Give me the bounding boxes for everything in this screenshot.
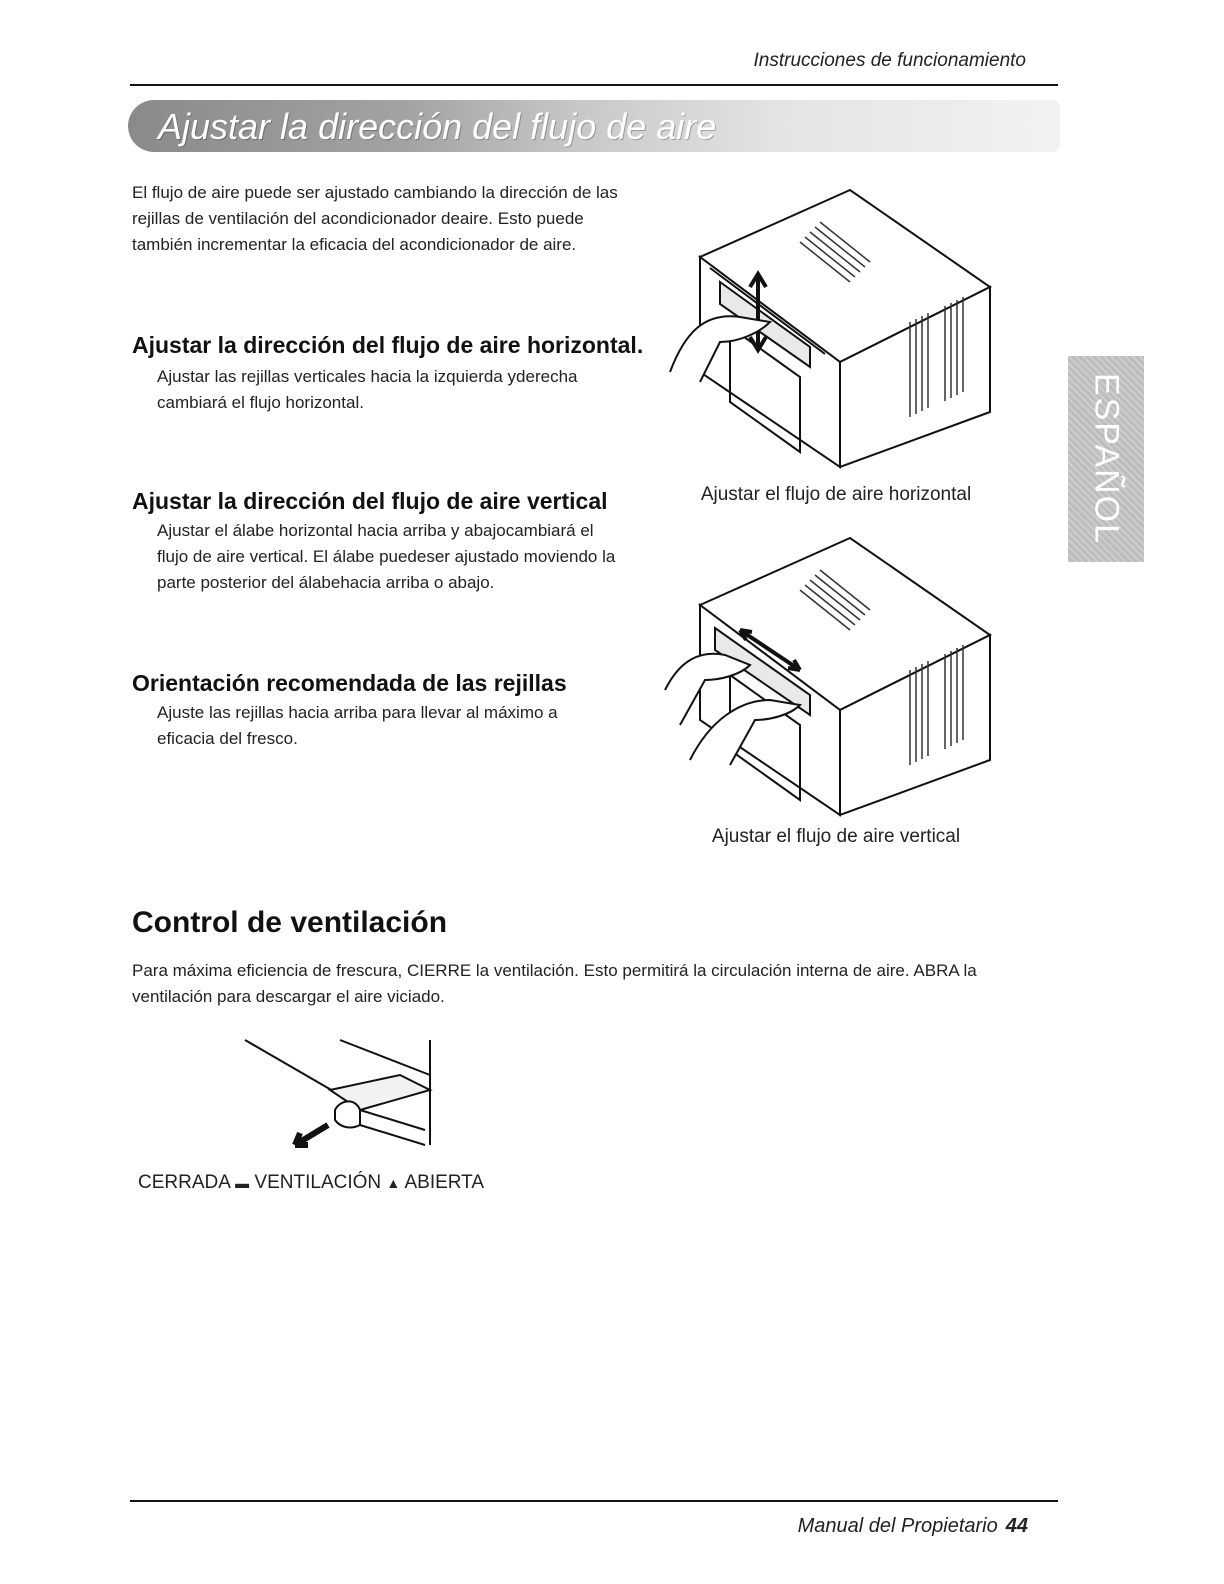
section-text-vertical: Ajustar el álabe horizontal hacia arriba y abajocambiará el flujo de aire vertical. El álabe puedeser ajustado moviendo la parte posterior del álabehacia arriba o abajo. [157,521,616,592]
ventilation-title: Control de ventilación [132,906,448,939]
section-vertical [132,486,652,596]
ac-unit-horizontal-illustration [660,182,1000,472]
section-text-recommended: Ajuste las rejillas hacia arriba para llevar al máximo a eficacia del fresco. [157,703,558,748]
section-text-horizontal: Ajustar las rejillas verticales hacia la izquierda yderecha cambiará el flujo horizontal. [157,367,578,412]
section-heading-vertical: Ajustar la dirección del flujo de aire vertical [132,488,608,514]
label-closed: CERRADA [138,1172,230,1193]
header-rule [130,84,1058,86]
label-open: ABIERTA [404,1172,485,1193]
running-header: Instrucciones de funcionamiento [753,50,1026,71]
banner-title: Ajustar la dirección del flujo de aire [158,106,717,147]
language-tab [1068,356,1144,562]
ventilation-lever-illustration [240,1035,450,1165]
footer-rule [130,1500,1058,1502]
open-direction-icon: ▲ [386,1175,401,1191]
page-number: 44 [1005,1515,1028,1537]
section-horizontal [132,330,652,416]
figure-caption-vertical: Ajustar el flujo de aire vertical [711,826,961,847]
section-heading-horizontal: Ajustar la dirección del flujo de aire horizontal. [132,332,644,358]
section-recommended [132,668,652,752]
section-heading-recommended: Orientación recomendada de las rejillas [132,670,567,696]
ac-unit-vertical-illustration [660,530,1000,820]
ventilation-labels [138,1172,484,1194]
footer [798,1515,1028,1538]
section-banner [128,100,1060,152]
closed-direction-icon: ▬ [235,1175,250,1191]
footer-manual: Manual del Propietario [797,1515,998,1537]
label-ventilation: VENTILACIÓN [254,1172,382,1193]
ventilation-text: Para máxima eficiencia de frescura, CIERRE la ventilación. Esto permitirá la circulación interna de aire. ABRA la ventilación para descargar el aire viciado. [132,961,977,1006]
language-tab-label: ESPAÑOL [1087,372,1126,546]
intro-paragraph: El flujo de aire puede ser ajustado cambiando la dirección de las rejillas de ventilación del acondicionador deaire. Esto puede también incrementar la eficacia del acondicionador de aire. [132,183,618,254]
figure-caption-horizontal: Ajustar el flujo de aire horizontal [700,484,972,505]
